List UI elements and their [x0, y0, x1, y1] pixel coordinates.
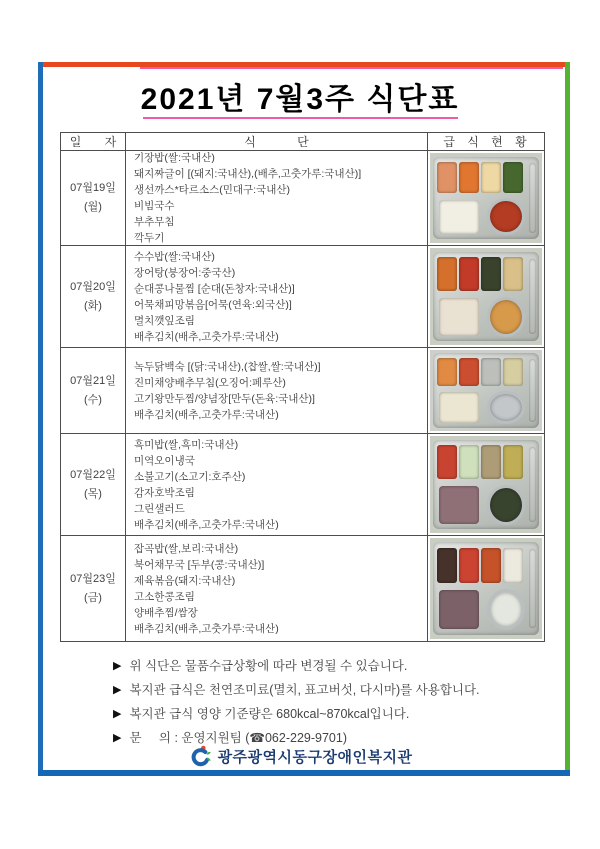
- page-border-bottom: [38, 770, 570, 776]
- menu-item: 깍두기: [134, 232, 165, 244]
- table-row: [61, 348, 544, 434]
- note-text: 복지관 급식 영양 기준량은 680kcal~870kcal입니다.: [129, 707, 410, 721]
- food-tray: [433, 440, 538, 529]
- menu-item: 배추김치(배추,고춧가루:국내산): [134, 518, 279, 531]
- food-compartment: [503, 257, 522, 291]
- menu-item: 멸치깻잎조림: [134, 314, 195, 327]
- menu-item: 돼지짜글이 [(돼지:국내산),(배추,고춧가루:국내산)]: [134, 168, 362, 180]
- note-text: 복지관 급식은 천연조미료(멸치, 표고버섯, 다시마)를 사용합니다.: [129, 683, 480, 697]
- rice-compartment: [439, 590, 479, 629]
- rice-compartment: [439, 392, 479, 423]
- food-compartment: [437, 445, 456, 479]
- table-row: [61, 246, 544, 348]
- header-date: 일 자: [61, 133, 126, 150]
- rice-compartment: [439, 298, 479, 335]
- table-row: [61, 151, 544, 246]
- spoon-icon: [529, 359, 536, 422]
- rice-compartment: [439, 200, 479, 235]
- meal-photo-cell: [427, 434, 544, 535]
- weekday-text: (금): [84, 591, 102, 604]
- food-compartment: [437, 548, 456, 583]
- menu-item: 잡곡밥(쌀,보리:국내산): [134, 542, 239, 555]
- page-border-left: [38, 62, 43, 776]
- date-cell: [61, 246, 126, 347]
- menu-item: 진미채양배추무침(오징어:페루산): [134, 376, 286, 389]
- page-title: 2021년 7월3주 식단표: [140, 83, 460, 116]
- food-tray: [433, 252, 538, 341]
- food-compartment: [459, 257, 478, 291]
- meal-tray-photo: [430, 436, 542, 533]
- note-text: 위 식단은 물품수급상황에 따라 변경될 수 있습니다.: [129, 659, 408, 673]
- menu-cell: [126, 434, 427, 535]
- welfare-center-logo-icon: [188, 743, 212, 769]
- food-compartment: [503, 445, 522, 479]
- spoon-icon: [529, 549, 536, 627]
- menu-item: 감자호박조림: [134, 486, 195, 499]
- weekday-text: (수): [84, 393, 102, 406]
- date-cell: [61, 536, 126, 641]
- menu-item: 북어채무국 [두부(콩:국내산)]: [134, 558, 265, 571]
- food-tray: [433, 157, 538, 240]
- food-compartment: [459, 445, 478, 479]
- title-top-accent-line: [140, 67, 563, 69]
- food-compartment: [481, 358, 500, 386]
- date-text: 07월22일: [70, 468, 116, 481]
- menu-cell: [126, 246, 427, 347]
- organization-logo-row: [0, 742, 600, 770]
- date-text: 07월23일: [70, 572, 116, 585]
- menu-item: 수수밥(쌀:국내산): [134, 250, 215, 263]
- menu-cell: [126, 151, 427, 245]
- soup-bowl: [487, 589, 525, 631]
- soup-bowl: [487, 391, 525, 425]
- food-compartment: [437, 358, 456, 386]
- menu-item: 소불고기(소고기:호주산): [134, 470, 246, 483]
- menu-item: 흑미밥(쌀,흑미:국내산): [134, 438, 239, 451]
- note-line: [113, 701, 553, 725]
- organization-name: 광주광역시동구장애인복지관: [217, 748, 413, 766]
- menu-item: 녹두닭백숙 [(닭:국내산),(찹쌀,쌀:국내산)]: [134, 360, 321, 373]
- meal-photo-cell: [427, 348, 544, 433]
- menu-item: 양배추찜/쌈장: [134, 606, 198, 619]
- menu-item: 고소한콩조림: [134, 590, 195, 603]
- meal-photo-cell: [427, 536, 544, 641]
- date-cell: [61, 348, 126, 433]
- table-row: [61, 434, 544, 536]
- food-compartment: [437, 162, 456, 193]
- date-cell: [61, 434, 126, 535]
- footnotes: [113, 653, 553, 749]
- weekday-text: (화): [84, 299, 102, 312]
- meal-tray-photo: [430, 153, 542, 243]
- note-text: 문 의 : 운영지원팀 (☎062-229-9701): [129, 731, 347, 745]
- food-compartment: [503, 162, 522, 193]
- food-compartment: [481, 445, 500, 479]
- header-menu: 식 단: [244, 135, 309, 149]
- triangle-bullet-icon: ▶: [113, 707, 122, 720]
- menu-item: 생선까스*타르소스(민대구:국내산): [134, 184, 290, 196]
- triangle-bullet-icon: ▶: [113, 683, 122, 696]
- date-text: 07월19일: [70, 182, 116, 195]
- food-compartment: [481, 257, 500, 291]
- menu-item: 기장밥(쌀:국내산): [134, 152, 215, 164]
- menu-item: 비빔국수: [134, 200, 175, 212]
- food-tray: [433, 353, 538, 428]
- food-compartment: [481, 548, 500, 583]
- food-compartment: [437, 257, 456, 291]
- note-line: [113, 677, 553, 701]
- spoon-icon: [529, 163, 536, 233]
- soup-bowl: [487, 198, 525, 235]
- menu-item: 미역오이냉국: [134, 454, 195, 467]
- menu-item: 배추김치(배추,고춧가루:국내산): [134, 622, 279, 635]
- food-compartment: [459, 162, 478, 193]
- menu-item: 배추김치(배추,고춧가루:국내산): [134, 330, 279, 343]
- meal-photo-cell: [427, 151, 544, 245]
- weekday-text: (월): [84, 201, 102, 213]
- weekday-text: (목): [84, 487, 102, 500]
- food-compartment: [459, 358, 478, 386]
- food-compartment: [503, 358, 522, 386]
- menu-item: 순대콩나물찜 [순대(돈창자:국내산)]: [134, 282, 295, 295]
- table-row: [61, 536, 544, 641]
- date-cell: [61, 151, 126, 245]
- meal-tray-photo: [430, 248, 542, 345]
- food-compartment: [503, 548, 522, 583]
- meal-tray-photo: [430, 538, 542, 639]
- soup-bowl: [487, 297, 525, 337]
- meal-photo-cell: [427, 246, 544, 347]
- menu-item: 어묵채피망볶음[어묵(연육:외국산)]: [134, 298, 292, 311]
- title-underline: [143, 117, 458, 119]
- header-meal-status: 급 식 현 황: [427, 133, 544, 150]
- table-header-row: [61, 133, 544, 151]
- spoon-icon: [529, 447, 536, 522]
- food-compartment: [481, 162, 500, 193]
- rice-compartment: [439, 486, 479, 523]
- spoon-icon: [529, 259, 536, 334]
- menu-cell: [126, 348, 427, 433]
- menu-item: 그린샐러드: [134, 502, 185, 515]
- menu-item: 부추무침: [134, 216, 175, 228]
- food-tray: [433, 542, 538, 635]
- meal-plan-table: [60, 132, 545, 642]
- date-text: 07월21일: [70, 374, 116, 387]
- soup-bowl: [487, 485, 525, 525]
- triangle-bullet-icon: ▶: [113, 731, 122, 744]
- menu-cell: [126, 536, 427, 641]
- menu-item: 제육볶음(돼지:국내산): [134, 574, 236, 587]
- note-line: [113, 653, 553, 677]
- menu-item: 배추김치(배추,고춧가루:국내산): [134, 408, 279, 421]
- page-border-right: [565, 62, 570, 776]
- date-text: 07월20일: [70, 280, 116, 293]
- meal-tray-photo: [430, 350, 542, 431]
- triangle-bullet-icon: ▶: [113, 659, 122, 672]
- menu-item: 고기왕만두찜/양념장[만두(돈육:국내산)]: [134, 392, 315, 405]
- menu-item: 장어탕(붕장어:중국산): [134, 266, 236, 279]
- food-compartment: [459, 548, 478, 583]
